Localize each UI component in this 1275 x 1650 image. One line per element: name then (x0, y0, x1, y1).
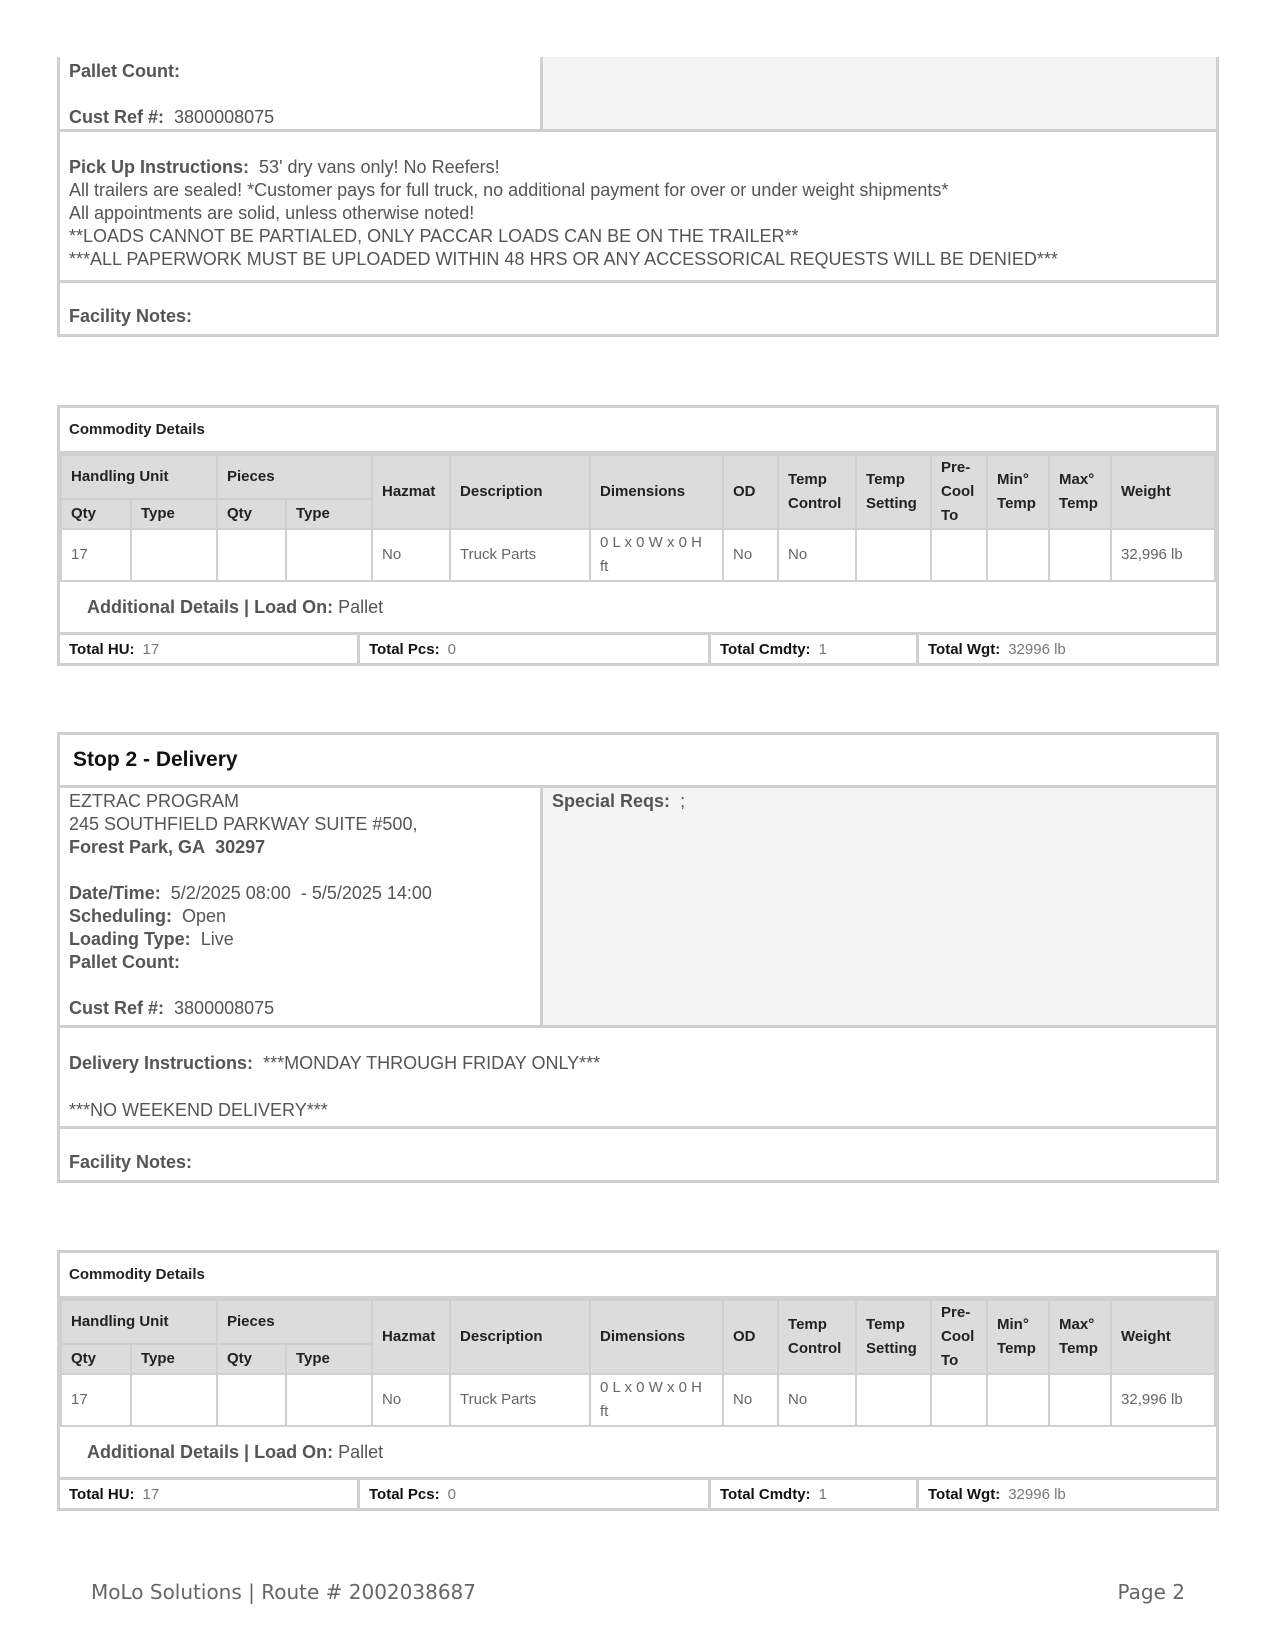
max-temp-header-line: Temp (1059, 1340, 1098, 1357)
temp-setting-header-line: Setting (866, 495, 917, 512)
pickup-instruction-line: All appointments are solid, unless otherwise noted! (69, 203, 475, 223)
hu-qty-header: Qty (61, 1344, 131, 1374)
delivery-instruction-line: ***MONDAY THROUGH FRIDAY ONLY*** (263, 1053, 601, 1073)
dimensions-line: 0 L x 0 W x 0 H (600, 534, 702, 551)
description-cell: Truck Parts (450, 1374, 590, 1426)
load-on-label: Load On: (254, 596, 334, 617)
dimensions-line: ft (600, 1403, 609, 1420)
weight-header: Weight (1111, 455, 1215, 529)
hazmat-cell: No (372, 1374, 450, 1426)
dimensions-cell (590, 1374, 723, 1426)
handling-unit-header: Handling Unit (61, 1300, 217, 1344)
total-wgt-label: Total Wgt: (928, 1485, 1001, 1503)
pickup-instructions (60, 132, 1216, 283)
precool-cell (931, 529, 987, 581)
dimensions-header: Dimensions (590, 455, 723, 529)
precool-header-line: Pre- (941, 1304, 971, 1321)
pickup-instruction-line: 53' dry vans only! No Reefers! (259, 157, 500, 177)
description-header: Description (450, 1300, 590, 1374)
pc-type-header: Type (286, 1344, 372, 1374)
pc-type-cell (286, 529, 372, 581)
cust-ref-label: Cust Ref #: (69, 998, 165, 1018)
stop2-address: 245 SOUTHFIELD PARKWAY SUITE #500, (69, 814, 418, 834)
pc-qty-cell (217, 1374, 286, 1426)
hu-type-cell (131, 529, 217, 581)
stop2-info-left (60, 788, 543, 1025)
pallet-count-label: Pallet Count: (69, 61, 180, 81)
stop1-facility-notes (60, 283, 1216, 334)
additional-details-label: Additional Details (87, 1441, 240, 1462)
pickup-instruction-line: All trailers are sealed! *Customer pays for full truck, no additional payment for over or under weight shipments* (69, 180, 949, 200)
max-temp-cell (1049, 529, 1111, 581)
stop2-city-state: Forest Park, GA (69, 837, 206, 857)
special-reqs-label: Special Reqs: (552, 791, 671, 811)
min-temp-header-line: Min° (997, 1316, 1029, 1333)
pickup-instruction-line: **LOADS CANNOT BE PARTIALED, ONLY PACCAR LOADS CAN BE ON THE TRAILER** (69, 226, 799, 246)
hu-qty-header: Qty (61, 499, 131, 529)
temp-setting-header-line: Temp (866, 1316, 905, 1333)
min-temp-header-line: Temp (997, 1340, 1036, 1357)
total-cmdty (711, 635, 919, 663)
precool-header-line: Pre- (941, 459, 971, 476)
min-temp-header-line: Temp (997, 495, 1036, 512)
delivery-instruction-line: ***NO WEEKEND DELIVERY*** (69, 1100, 328, 1120)
max-temp-header-line: Temp (1059, 495, 1098, 512)
total-hu (60, 635, 360, 663)
facility-notes-label: Facility Notes: (69, 306, 193, 326)
dimensions-header: Dimensions (590, 1300, 723, 1374)
pallet-count-label: Pallet Count: (69, 952, 180, 972)
total-hu-label: Total HU: (69, 1485, 135, 1503)
max-temp-cell (1049, 1374, 1111, 1426)
footer-route: MoLo Solutions | Route # 2002038687 (91, 1580, 476, 1604)
precool-header-line: To (941, 1352, 959, 1369)
max-temp-header (1049, 455, 1111, 529)
temp-control-cell: No (778, 1374, 856, 1426)
dimensions-cell (590, 529, 723, 581)
separator: | (244, 1441, 250, 1462)
total-wgt-value: 32996 lb (1008, 640, 1066, 658)
delivery-instructions-label: Delivery Instructions: (69, 1053, 254, 1073)
commodity-details-1 (57, 405, 1219, 666)
special-reqs-value: ; (680, 791, 686, 811)
commodity-details-title: Commodity Details (60, 1253, 1216, 1299)
total-pcs-value: 0 (447, 640, 456, 658)
pc-qty-cell (217, 529, 286, 581)
total-wgt-label: Total Wgt: (928, 640, 1001, 658)
commodity-table (60, 1299, 1216, 1427)
total-hu-value: 17 (142, 1485, 160, 1503)
facility-notes-label: Facility Notes: (69, 1152, 193, 1172)
total-pcs-label: Total Pcs: (369, 1485, 440, 1503)
total-cmdty (711, 1480, 919, 1508)
hu-qty-cell: 17 (61, 1374, 131, 1426)
precool-header-line: Cool (941, 1328, 975, 1345)
temp-setting-header-line: Temp (866, 471, 905, 488)
stop1-tail-section (57, 57, 1219, 337)
stop2-info-row (60, 788, 1216, 1028)
pieces-header: Pieces (217, 455, 372, 499)
handling-unit-header: Handling Unit (61, 455, 217, 499)
stop2-name: EZTRAC PROGRAM (69, 791, 240, 811)
table-row (61, 1374, 1215, 1426)
scheduling-value: Open (182, 906, 227, 926)
hu-type-header: Type (131, 1344, 217, 1374)
commodity-table (60, 454, 1216, 582)
commodity-details-title: Commodity Details (60, 408, 1216, 454)
pc-qty-header: Qty (217, 1344, 286, 1374)
precool-header-line: Cool (941, 483, 975, 500)
max-temp-header (1049, 1300, 1111, 1374)
additional-details (60, 1427, 1216, 1480)
dimensions-line: ft (600, 558, 609, 575)
precool-header (931, 1300, 987, 1374)
weight-cell: 32,996 lb (1111, 1374, 1215, 1426)
precool-cell (931, 1374, 987, 1426)
cust-ref-value: 3800008075 (174, 998, 275, 1018)
hazmat-cell: No (372, 529, 450, 581)
od-header: OD (723, 1300, 778, 1374)
totals-row (60, 635, 1216, 663)
hu-type-cell (131, 1374, 217, 1426)
weight-cell: 32,996 lb (1111, 529, 1215, 581)
total-cmdty-label: Total Cmdty: (720, 1485, 811, 1503)
stop1-info-right (543, 57, 1216, 129)
commodity-details-2 (57, 1250, 1219, 1511)
temp-control-header-line: Temp (788, 1316, 827, 1333)
total-pcs-value: 0 (447, 1485, 456, 1503)
delivery-instructions (60, 1028, 1216, 1129)
total-pcs-label: Total Pcs: (369, 640, 440, 658)
totals-row (60, 1480, 1216, 1508)
pc-type-cell (286, 1374, 372, 1426)
temp-setting-cell (856, 1374, 931, 1426)
min-temp-cell (987, 1374, 1049, 1426)
datetime-value: 5/2/2025 08:00 - 5/5/2025 14:00 (170, 883, 432, 903)
max-temp-header-line: Max° (1059, 471, 1095, 488)
load-on-label: Load On: (254, 1441, 334, 1462)
total-cmdty-value: 1 (818, 1485, 827, 1503)
temp-control-cell: No (778, 529, 856, 581)
datetime-label: Date/Time: (69, 883, 161, 903)
pc-type-header: Type (286, 499, 372, 529)
total-cmdty-label: Total Cmdty: (720, 640, 811, 658)
stop2-facility-notes (60, 1129, 1216, 1180)
table-row (61, 529, 1215, 581)
temp-control-header-line: Control (788, 1340, 842, 1357)
temp-setting-header (856, 1300, 931, 1374)
stop2-zip: 30297 (215, 837, 266, 857)
scheduling-label: Scheduling: (69, 906, 172, 926)
temp-control-header-line: Temp (788, 471, 827, 488)
pickup-instruction-line: ***ALL PAPERWORK MUST BE UPLOADED WITHIN 48 HRS OR ANY ACCESSORICAL REQUESTS WILL BE DENIED*** (69, 249, 1058, 269)
pickup-instructions-label: Pick Up Instructions: (69, 157, 250, 177)
temp-control-header (778, 455, 856, 529)
total-pcs (360, 1480, 711, 1508)
total-hu-label: Total HU: (69, 640, 135, 658)
stop1-info-row (60, 57, 1216, 132)
total-wgt (919, 635, 1216, 663)
stop2-title: Stop 2 - Delivery (60, 735, 1216, 788)
temp-control-header (778, 1300, 856, 1374)
hazmat-header: Hazmat (372, 1300, 450, 1374)
hu-qty-cell: 17 (61, 529, 131, 581)
od-cell: No (723, 1374, 778, 1426)
temp-control-header-line: Control (788, 495, 842, 512)
separator: | (244, 596, 250, 617)
max-temp-header-line: Max° (1059, 1316, 1095, 1333)
temp-setting-header (856, 455, 931, 529)
cust-ref-value: 3800008075 (174, 107, 275, 127)
description-cell: Truck Parts (450, 529, 590, 581)
precool-header (931, 455, 987, 529)
additional-details (60, 582, 1216, 635)
description-header: Description (450, 455, 590, 529)
precool-header-line: To (941, 507, 959, 524)
load-on-value: Pallet (338, 596, 384, 617)
loading-type-label: Loading Type: (69, 929, 191, 949)
total-wgt (919, 1480, 1216, 1508)
stop1-info-left (60, 57, 543, 129)
min-temp-header-line: Min° (997, 471, 1029, 488)
total-cmdty-value: 1 (818, 640, 827, 658)
cust-ref-label: Cust Ref #: (69, 107, 165, 127)
od-header: OD (723, 455, 778, 529)
footer-page-number: Page 2 (1117, 1580, 1185, 1604)
total-hu (60, 1480, 360, 1508)
min-temp-header (987, 455, 1049, 529)
min-temp-cell (987, 529, 1049, 581)
temp-setting-cell (856, 529, 931, 581)
od-cell: No (723, 529, 778, 581)
temp-setting-header-line: Setting (866, 1340, 917, 1357)
pc-qty-header: Qty (217, 499, 286, 529)
min-temp-header (987, 1300, 1049, 1374)
loading-type-value: Live (200, 929, 234, 949)
weight-header: Weight (1111, 1300, 1215, 1374)
dimensions-line: 0 L x 0 W x 0 H (600, 1379, 702, 1396)
total-wgt-value: 32996 lb (1008, 1485, 1066, 1503)
total-pcs (360, 635, 711, 663)
hazmat-header: Hazmat (372, 455, 450, 529)
pieces-header: Pieces (217, 1300, 372, 1344)
total-hu-value: 17 (142, 640, 160, 658)
additional-details-label: Additional Details (87, 596, 240, 617)
load-on-value: Pallet (338, 1441, 384, 1462)
hu-type-header: Type (131, 499, 217, 529)
stop2-info-right (543, 788, 1216, 1025)
stop2-section (57, 732, 1219, 1183)
